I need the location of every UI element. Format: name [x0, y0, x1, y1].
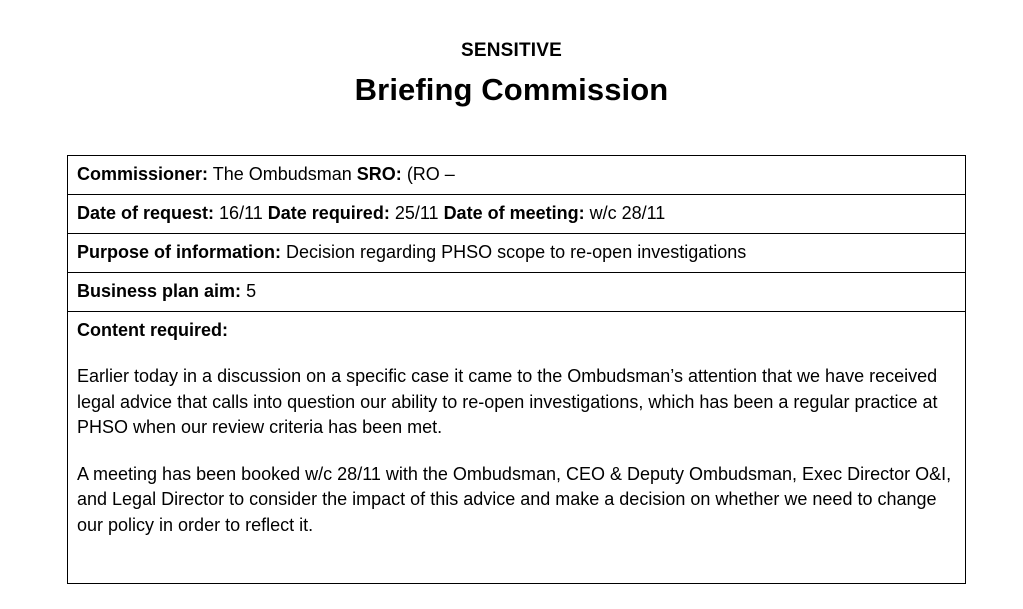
commissioner-label: Commissioner: [77, 164, 209, 184]
table-row-commissioner [68, 156, 966, 195]
table-row-dates [68, 195, 966, 234]
date-of-meeting-value: w/c 28/11 [589, 203, 666, 224]
document-page [0, 40, 1023, 609]
content-required-label: Content required: [77, 320, 228, 341]
purpose-label: Purpose of information: [77, 242, 281, 263]
content-paragraph: A meeting has been booked w/c 28/11 with the Ombudsman, CEO & Deputy Ombudsman, Exec Director O&I, and Legal Director to consider the impact of this advice and make a decision on whether we need to change our policy in order to reflect it. [77, 463, 952, 535]
date-of-meeting-label: Date of meeting: [443, 203, 585, 224]
business-plan-cell [68, 273, 966, 312]
purpose-cell [68, 234, 966, 273]
table-row-business-plan [68, 273, 966, 312]
sro-label: SRO: [356, 164, 402, 184]
classification-marking: SENSITIVE [460, 40, 563, 61]
dates-cell [68, 195, 966, 234]
date-of-request-value: 16/11 [219, 203, 263, 224]
briefing-table-wrapper [67, 155, 966, 584]
page-title: Briefing Commission [354, 72, 669, 107]
date-required-value: 25/11 [394, 203, 439, 224]
content-cell [68, 312, 966, 584]
commissioner-value: The Ombudsman [212, 164, 352, 184]
sro-value: (RO – [406, 164, 455, 184]
business-plan-value: 5 [246, 281, 257, 302]
business-plan-label: Business plan aim: [77, 281, 242, 302]
briefing-table [67, 155, 966, 584]
commissioner-cell [68, 156, 966, 195]
table-row-content [68, 312, 966, 584]
date-of-request-label: Date of request: [77, 203, 215, 224]
date-required-label: Date required: [267, 203, 390, 224]
purpose-value: Decision regarding PHSO scope to re-open investigations [286, 242, 747, 263]
table-row-purpose [68, 234, 966, 273]
content-paragraph: Earlier today in a discussion on a specific case it came to the Ombudsman’s attention that we have received legal advice that calls into question our ability to re-open investigations, which has been a regular practice at PHSO when our review criteria has been met. [77, 366, 938, 438]
